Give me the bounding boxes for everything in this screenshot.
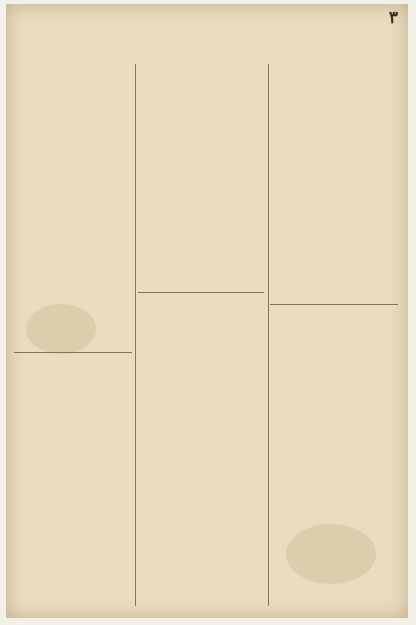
page-number: ٣ bbox=[388, 8, 398, 28]
article-body-middle bbox=[138, 314, 264, 608]
newspaper-page bbox=[6, 4, 408, 618]
section-divider bbox=[270, 304, 398, 305]
column-divider bbox=[135, 64, 136, 606]
column-divider bbox=[268, 64, 269, 606]
masthead-title bbox=[134, 32, 284, 66]
section-divider bbox=[14, 352, 132, 353]
section-divider bbox=[138, 292, 264, 293]
article-body-right bbox=[270, 326, 398, 608]
article-body-left bbox=[14, 374, 132, 608]
